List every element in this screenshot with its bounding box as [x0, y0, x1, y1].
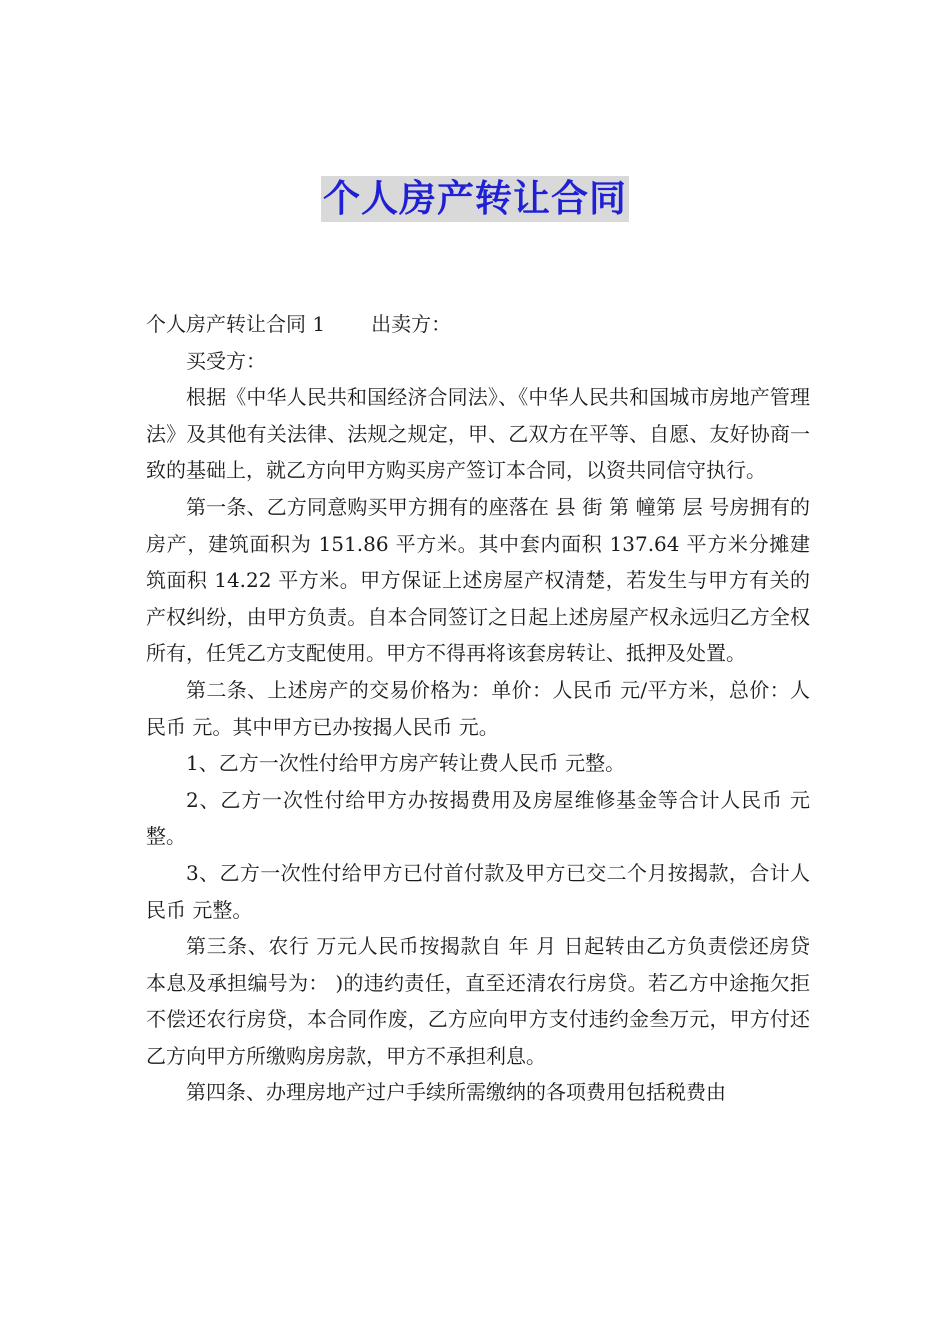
paragraph-article-3: 第三条、农行 万元人民币按揭款自 年 月 日起转由乙方负责偿还房贷本息及承担编号为： )的违约责任，直至还清农行房贷。若乙方中途拖欠拒不偿还农行房贷，本合同作废，乙方应向甲方支付违约金叁万元，甲方付还乙方向甲方所缴购房房款，甲方不承担利息。 — [146, 934, 810, 1068]
paragraph-item-2: 2、乙方一次性付给甲方办按揭费用及房屋维修基金等合计人民币 元整。 — [146, 787, 810, 849]
paragraph-item-3: 3、乙方一次性付给甲方已付首付款及甲方已交二个月按揭款，合计人民币 元整。 — [146, 860, 810, 922]
paragraph-item-1: 1、乙方一次性付给甲方房产转让费人民币 元整。 — [186, 751, 626, 776]
seller-label: 出卖方： — [371, 312, 452, 336]
document-body — [146, 306, 810, 1111]
paragraph-article-1: 第一条、乙方同意购买甲方拥有的座落在 县 街 第 幢第 层 号房拥有的房产，建筑面积为 151.86 平方米。其中套内面积 137.64 平方米分摊建筑面积 14.22 平方米。甲方保证上述房屋产权清楚，若发生与甲方有关的产权纠纷，由甲方负责。自本合同签订之日起上述房屋产权永远归乙方全权所有，任凭乙方支配使用。甲方不得再将该套房转让、抵押及处置。 — [146, 494, 810, 666]
paragraph-preamble: 根据《中华人民共和国经济合同法》、《中华人民共和国城市房地产管理法》及其他有关法律、法规之规定，甲、乙双方在平等、自愿、友好协商一致的基础上，就乙方向甲方购买房产签订本合同，以资共同信守执行。 — [146, 385, 810, 483]
title-container — [0, 176, 950, 222]
paragraph-article-2: 第二条、上述房产的交易价格为：单价：人民币 元/平方米，总价：人民币 元。其中甲方已办按揭人民币 元。 — [146, 677, 810, 739]
document-title: 个人房产转让合同 — [323, 177, 627, 220]
heading-line — [146, 306, 810, 343]
paragraph-buyer: 买受方： — [186, 348, 266, 373]
paragraph-article-4: 第四条、办理房地产过户手续所需缴纳的各项费用包括税费由 — [186, 1080, 726, 1105]
contract-label: 个人房产转让合同 1 — [146, 312, 326, 336]
